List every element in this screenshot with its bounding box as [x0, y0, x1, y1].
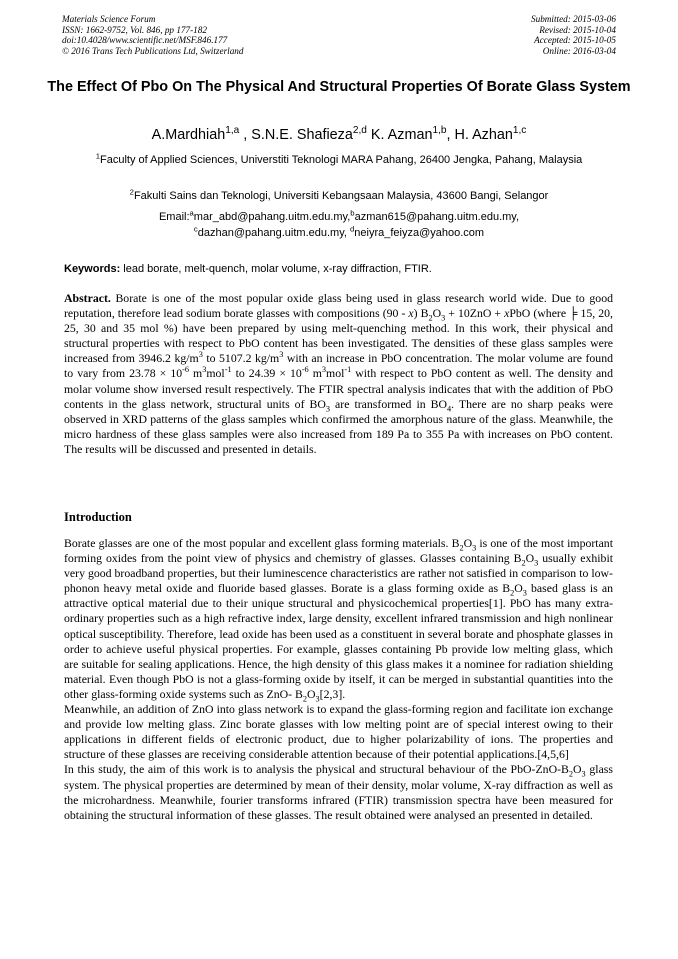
intro-text: O [306, 686, 316, 701]
affiliation-marker: 2 [129, 187, 134, 197]
abstract-text: Borate is one of the most popular oxide glass being used in glass research world wide. Due to good reputation, therefore lead sodium borate glasses with compositions (90 - [64, 291, 613, 321]
intro-sub: 3 [315, 694, 320, 704]
author-name: K. Azman [366, 127, 433, 143]
revised-date: Revised: 2015-10-04 [539, 24, 616, 35]
author-list [30, 125, 648, 145]
intro-sub: 2 [302, 694, 307, 704]
abstract-var: x [408, 306, 414, 321]
keywords-label: Keywords: [64, 263, 121, 275]
affiliation-text: Faculty of Applied Sciences, Universtiti Teknologi MARA Pahang, 26400 Jengka, Pahang, Malaysia [100, 154, 583, 166]
abstract-text: ) B [413, 306, 429, 321]
abstract-text: are transformed in BO [330, 396, 448, 411]
email-block [60, 210, 618, 241]
abstract-sup: 3 [202, 365, 207, 375]
email-label: Email: [158, 211, 190, 223]
intro-text: [2,3]. [319, 686, 346, 701]
intro-text: is one of the most important forming oxides from the point view of physics and chemistry of glasses. Glasses containing B [64, 536, 613, 566]
dates-info [531, 14, 616, 56]
intro-sub: 3 [581, 769, 586, 779]
introduction-body [64, 536, 613, 823]
affiliation-1 [60, 153, 618, 168]
keywords-line [64, 262, 624, 276]
introduction-heading: Introduction [64, 510, 132, 524]
abstract-sub: 4 [447, 404, 452, 414]
affiliation-text: Fakulti Sains dan Teknologi, Universiti Kebangsaan Malaysia, 43600 Bangi, Selangor [133, 190, 549, 202]
intro-sub: 2 [510, 588, 515, 598]
author-superscript: 1,a [225, 125, 240, 137]
author-superscript: 1,c [512, 125, 527, 137]
intro-text: O [573, 762, 582, 777]
copyright-line: © 2016 Trans Tech Publications Ltd, Switzerland [62, 45, 244, 56]
journal-name: Materials Science Forum [62, 14, 156, 24]
intro-text: based glass is an attractive optical material due to their unique structural and physicochemical properties[1]. PbO has many extra- ordinary properties such as a high refractive index, large density, excellent infrared transmission and high nonlinear optical susceptibility. Therefore, lead oxide has been used as a constituent in several borate and phosphate glasses in order to achieve useful physical properties. For example, glasses containing Pb provide low melting glass, which are suitable for sealing applications. Hence, the high density of this glass makes it a nominee for radiation shielding material. Even though PbO is not a glass-forming oxide by itself, it can be merged in substantial quantities into the other glass-forming oxide systems such as ZnO- B [64, 581, 613, 701]
abstract-sup: -1 [224, 365, 232, 375]
intro-sub: 3 [522, 588, 527, 598]
paper-title: The Effect Of Pbo On The Physical And Structural Properties Of Borate Glass System [47, 79, 631, 95]
intro-sub: 2 [568, 769, 574, 779]
intro-paragraph-2: Meanwhile, an addition of ZnO into glass network is to expand the glass-forming region and facilitate ion exchange and provide low melting glass. Zinc borate glasses with low melting point are of special interest owing to their applications in different fields of electronic product, due to higher polarizability of ions. The properties and structure of these glasses are receiving considerable attention because of their potential applications.[4,5,6] [64, 702, 613, 762]
accepted-date: Accepted: 2015-10-05 [534, 35, 616, 46]
abstract-text: to 5107.2 kg/m [202, 351, 280, 366]
author-name: , H. Azhan [446, 127, 513, 143]
affiliation-marker: 1 [95, 151, 101, 161]
abstract-text: + 10ZnO + [445, 306, 505, 321]
abstract-sup: 3 [279, 350, 284, 360]
abstract [64, 291, 613, 457]
intro-paragraph-1 [64, 536, 613, 702]
keywords-text: lead borate, melt-quench, molar volume, x-ray diffraction, FTIR. [120, 263, 432, 275]
email-marker: a [189, 208, 194, 218]
abstract-text: with respect to PbO content as well. The density and molar volume show inversed result respectively. The FTIR spectral analysis indicates that with the addition of PbO contents in the glass network, structural units of BO [64, 366, 613, 411]
email-address[interactable]: azman615@pahang.uitm.edu.my, [354, 211, 520, 223]
abstract-text: . There are no sharp peaks were observed in XRD patterns of the glass samples which confirmed the amorphous nature of the glass. Meanwhile, the micro hardness of these glass samples were also increased from 189 Pa to 355 Pa with increases on PbO content. The results will be discussed and presented in details. [64, 396, 614, 456]
intro-paragraph-3 [64, 762, 613, 822]
email-marker: d [350, 223, 355, 233]
abstract-sup: -6 [301, 365, 309, 375]
intro-text: Borate glasses are one of the most popular and excellent glass forming materials. B [64, 536, 460, 550]
intro-sub: 2 [459, 543, 464, 553]
abstract-sub: 3 [325, 404, 331, 414]
intro-sub: 3 [534, 558, 539, 568]
intro-text: O [514, 581, 523, 596]
intro-text: usually exhibit very good broadband properties, but their luminescence characteristics are rather not satisfied in comparison to low-phonon heavy metal oxide and fluoride based glasses. Borate is a glass forming oxide as B [64, 551, 613, 596]
online-date: Online: 2016-03-04 [542, 45, 616, 56]
abstract-text: mol [206, 366, 225, 381]
author-name: A.Mardhiah [151, 127, 226, 143]
author-superscript: 1,b [432, 125, 447, 137]
email-marker: b [350, 208, 355, 218]
email-address[interactable]: mar_abd@pahang.uitm.edu.my, [193, 211, 351, 223]
abstract-sub: 3 [441, 313, 446, 323]
author-superscript: 2,d [352, 125, 367, 137]
intro-text: O [463, 536, 473, 550]
intro-sub: 3 [472, 543, 477, 553]
email-address[interactable]: dazhan@pahang.uitm.edu.my, [197, 226, 350, 239]
intro-sub: 2 [521, 558, 526, 568]
email-marker: c [193, 223, 198, 233]
journal-info [62, 14, 243, 56]
abstract-text: mol [326, 366, 345, 381]
intro-text: In this study, the aim of this work is to analysis the physical and structural behaviour of the PbO-ZnO-B [64, 762, 569, 777]
abstract-sup: -1 [344, 365, 352, 375]
intro-text: glass system. The physical properties are determined by mean of their density, molar volume, X-ray diffraction as well as the microhardness. Meanwhile, fourier transforms infrared (FTIR) transmission spectra have been measured for obtaining the structural information of these glasses. The result obtained were analysed an presented in detailed. [64, 762, 613, 822]
abstract-text: m [189, 366, 203, 381]
abstract-sup: 3 [198, 350, 203, 360]
intro-text: O [525, 551, 535, 566]
issn-line: ISSN: 1662-9752, Vol. 846, pp 177-182 [62, 24, 207, 35]
affiliation-2 [60, 189, 618, 204]
abstract-text: PbO (where ╞ 15, 20, 25, 30 and 35 mol %) have been prepared by using melt-quenching method. In this work, their physical and structural properties with respect to PbO content has been investigated. The densities of these glass samples were increased from 3946.2 kg/m [64, 306, 614, 366]
abstract-label: Abstract. [64, 291, 111, 305]
abstract-text: m [308, 366, 322, 381]
abstract-var: x [504, 306, 510, 321]
abstract-sub: 2 [428, 313, 433, 323]
doi-line: doi:10.4028/www.scientific.net/MSF.846.177 [62, 35, 228, 46]
abstract-text: with an increase in PbO concentration. The molar volume are found to vary from 23.78 × 10 [64, 351, 613, 381]
abstract-sup: 3 [321, 365, 327, 375]
abstract-text: O [432, 306, 442, 321]
author-name: , S.N.E. Shafieza [239, 127, 353, 143]
email-address[interactable]: neiyra_feiyza@yahoo.com [354, 226, 485, 239]
submitted-date: Submitted: 2015-03-06 [531, 14, 616, 24]
abstract-sup: -6 [182, 365, 190, 375]
abstract-text: to 24.39 × 10 [231, 366, 302, 381]
